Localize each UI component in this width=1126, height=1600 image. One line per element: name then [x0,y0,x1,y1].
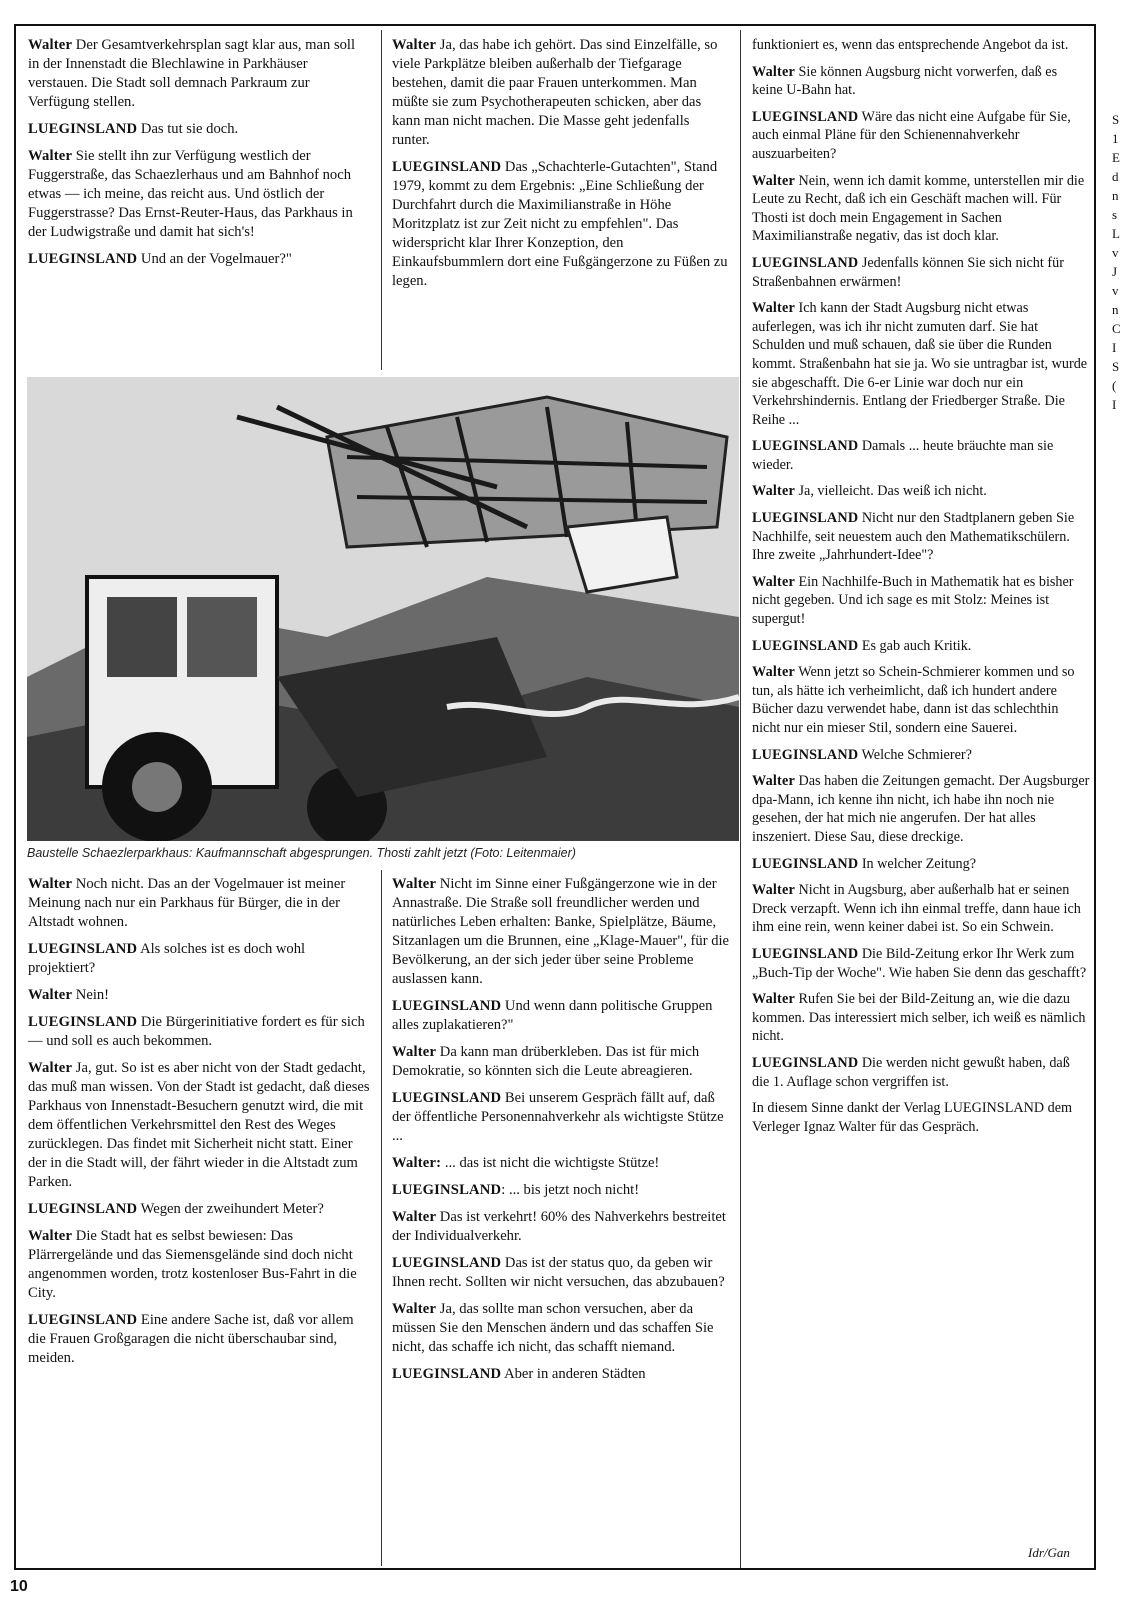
paragraph-text: Ich kann der Stadt Augsburg nicht etwas auferlegen, was ich ihr nicht zumuten darf. Sie hat Schulden und muß schauen, daß sie über die Runden kommt. Straßenbahn hat sie ja. Wo sie untragbar ist, wurde sie abgeschafft. Die 6-er Linie war doch nur ein Verkehrshindernis. Entlang der Friedberger Straße. Die Reihe ... [752,300,1088,428]
fragment-char: n [1112,188,1119,203]
paragraph [28,940,370,978]
speaker-label: LUEGINSLAND [752,945,859,962]
paragraph [392,1254,730,1292]
paragraph [752,299,1090,429]
paragraph-text: Noch nicht. Das an der Vogelmauer ist meiner Meinung nach nur ein Parkhaus für Bürger, die in der Altstadt wohnen. [28,876,346,930]
fragment-char: I [1112,340,1117,355]
paragraph [752,108,1090,164]
paragraph [28,1013,370,1051]
column-right [752,36,1090,1144]
fragment-char: J [1112,264,1118,279]
speaker-label: LUEGINSLAND [752,108,859,125]
fragment-char: ( [1112,378,1117,393]
fragment-char: 1 [1112,131,1119,146]
fragment-char: S [1112,359,1120,374]
speaker-label: Walter [28,148,73,164]
paragraph-text: Da kann man drüberkleben. Das ist für mich Demokratie, so könnten sich die Leute abreagieren. [392,1044,700,1079]
paragraph [752,437,1090,474]
fragment-char: C [1112,321,1121,336]
paragraph-text: Ja, das sollte man schon versuchen, aber da müssen Sie den Menschen ändern und das schaffen Sie nicht, das schaffe ich nicht, das schafft niemand. [392,1301,714,1355]
paragraph-text: Wenn jetzt so Schein-Schmierer kommen und so tun, als hätte ich verheimlicht, daß ich hundert andere Bücher dazu verwendet habe, dann ist das schlechthin nicht nur ein mieser Stil, sondern eine Sauerei. [752,664,1075,736]
speaker-label: Walter [752,573,795,590]
speaker-label: LUEGINSLAND [392,1090,502,1106]
paragraph-text: Wäre das nicht eine Aufgabe für Sie, auch einmal Pläne für den Schienennahverkehr auszuarbeiten? [752,108,1071,162]
paragraph-text: Das „Schachterle-Gutachten", Stand 1979, kommt zu dem Ergebnis: „Eine Schließung der Durchfahrt durch die Maximilianstraße in Höhe Moritzplatz ist zur Zeit nicht zu empfehlen". Das widerspricht klar Ihrer Konzeption, den Einkaufsbummlern dort eine Fußgängerzone zu Füßen zu legen. [392,159,728,289]
speaker-label: Walter [752,483,795,500]
paragraph-text: Sie stellt ihn zur Verfügung westlich der Fuggerstraße, das Schaezlerhaus und am Bahnhof noch etwas — ich meine, das reicht aus. Und östlich der Fuggerstrasse? Das Ernst-Reuter-Haus, das Parkhaus in der Ludwigstraße und damit hat sich's! [28,148,353,240]
paragraph [752,254,1090,291]
paragraph [28,1311,370,1368]
paragraph-text: Nein! [72,987,110,1003]
speaker-label: LUEGINSLAND [28,1201,138,1217]
paragraph [392,997,730,1035]
paragraph [392,1089,730,1146]
paragraph-text: Nicht nur den Stadtplanern geben Sie Nachhilfe, seit neuestem auch den Mathematikschülern. Ihre zweite „Jahrhundert-Idee"? [752,510,1075,564]
paragraph [752,945,1090,982]
speaker-label: LUEGINSLAND [752,510,859,527]
paragraph-text: Der Gesamtverkehrsplan sagt klar aus, man soll in der Innenstadt die Blechlawine in Parkhäuser verstauen. Die Stadt soll demnach Parkraum zur Verfügung stellen. [28,37,356,110]
speaker-label: LUEGINSLAND [752,746,859,763]
paragraph-text: Das tut sie doch. [137,121,239,137]
column-rule [381,870,382,1566]
author-credit: Idr/Gan [1028,1545,1070,1560]
speaker-label: Walter [392,1209,437,1225]
fragment-char: s [1112,207,1118,222]
speaker-label: LUEGINSLAND [752,637,859,654]
speaker-label: Walter [28,987,73,1003]
paragraph-text: Eine andere Sache ist, daß vor allem die Frauen Großgaragen die nicht überschaubar sind, meiden. [28,1312,354,1366]
fragment-char: v [1112,245,1119,260]
construction-site-photo [27,377,739,841]
paragraph-text: Es gab auch Kritik. [858,637,972,654]
paragraph [752,573,1090,629]
paragraph-text: Das haben die Zeitungen gemacht. Der Augsburger dpa-Mann, ich kenne ihn nicht, ich habe ihn noch nie gesehen, der hat mich nie angerufen. Der hat alles inszeniert. Diese Sau, diese dreckige. [752,773,1090,845]
column-rule [740,30,741,1568]
paragraph-text: Jedenfalls können Sie sich nicht für Straßenbahnen erwärmen! [752,254,1064,290]
speaker-label: Walter [752,882,795,899]
paragraph-text: Welche Schmierer? [858,746,972,763]
speaker-label: LUEGINSLAND [392,1366,502,1382]
paragraph-text: In diesem Sinne dankt der Verlag LUEGINSLAND dem Verleger Ignaz Walter für das Gespräch. [752,1100,1073,1135]
paragraph [392,875,730,989]
paragraph-text: Nein, wenn ich damit komme, unterstellen mir die Leute zu Recht, daß ich ein Geschäft machen will. Für Thosti ist doch mein Engagement in Sachen Maximilianstraße negativ, das ist doch klar. [752,172,1085,245]
paragraph-text: : ... bis jetzt noch nicht! [501,1182,640,1198]
paragraph-text: Nicht im Sinne einer Fußgängerzone wie in der Annastraße. Die Straße soll freundlicher werden und natürliches Leben erhalten: Banke, Spielplätze, Bäume, Sitzanlagen um die Brunnen, eine „Klage-Mauer", für die Bevölkerung, an der sich jeder über seine Probleme auslassen kann. [392,876,730,987]
paragraph-text: Und wenn dann politische Gruppen alles zuplakatieren?" [392,998,713,1033]
speaker-label: LUEGINSLAND [392,1182,502,1198]
paragraph [752,772,1090,846]
paragraph [392,1154,730,1173]
speaker-label: Walter [392,1301,437,1317]
speaker-label: Walter [752,664,795,681]
speaker-label: Walter [28,37,73,53]
paragraph [752,1054,1090,1091]
paragraph [28,147,370,242]
paragraph-text: funktioniert es, wenn das entsprechende Angebot da ist. [752,37,1069,53]
speaker-label: Walter [752,63,795,80]
paragraph [392,1208,730,1246]
fragment-char: L [1112,226,1120,241]
paragraph [392,158,730,291]
paragraph-text: Ja, das habe ich gehört. Das sind Einzelfälle, so viele Parkplätze bleiben außerhalb der Tiefgarage bestehen, damit die paar Frauen unterkommen. Man müßte sie zum Psychotherapeuten schicken, aber das kann man nicht machen. Die Masse geht jedenfalls runter. [392,37,718,148]
fragment-char: n [1112,302,1119,317]
paragraph [28,986,370,1005]
speaker-label: Walter: [392,1155,442,1171]
photo-caption: Baustelle Schaezlerparkhaus: Kaufmannschaft abgesprungen. Thosti zahlt jetzt (Foto: Leitenmaier) [27,846,576,860]
speaker-label: LUEGINSLAND [752,855,859,872]
speaker-label: LUEGINSLAND [28,1014,138,1030]
paragraph-text: Ja, vielleicht. Das weiß ich nicht. [794,483,987,500]
speaker-label: Walter [752,172,795,189]
column-top-left [28,36,370,277]
paragraph-text: Bei unserem Gespräch fällt auf, daß der öffentliche Personennahverkehr als wichtigste Stütze ... [392,1090,724,1144]
speaker-label: LUEGINSLAND [28,121,138,137]
paragraph [392,1181,730,1200]
fragment-char: S [1112,112,1120,127]
speaker-label: LUEGINSLAND [28,941,138,957]
speaker-label: LUEGINSLAND [752,1054,859,1071]
paragraph [752,1099,1090,1136]
paragraph [752,637,1090,656]
paragraph-text: Ein Nachhilfe-Buch in Mathematik hat es bisher nicht gegeben. Und ich sage es mit Stolz: Meines ist supergut! [752,573,1074,628]
column-bottom-middle [392,875,730,1392]
paragraph-text: Aber in anderen Städten [501,1366,646,1382]
paragraph [752,482,1090,501]
paragraph-text: Und an der Vogelmauer?" [137,251,292,267]
speaker-label: Walter [752,773,795,790]
paragraph [752,855,1090,874]
paragraph-text: Nicht in Augsburg, aber außerhalb hat er seinen Dreck verzapft. Wenn ich ihn einmal treffe, dann haue ich ihm eine rein, wenn keiner dabei ist. So ein Schwein. [752,882,1081,936]
column-rule [381,30,382,370]
paragraph [392,1365,730,1384]
speaker-label: LUEGINSLAND [28,251,138,267]
speaker-label: LUEGINSLAND [392,159,502,175]
paragraph [28,1227,370,1303]
adjacent-column-fragment [1112,110,1126,414]
paragraph-text: Ja, gut. So ist es aber nicht von der Stadt gedacht, das muß man wissen. Von der Stadt ist gedacht, daß dieses Parkhaus von Innenstadt-Besuchern genutzt wird, die mit dem öffentlichen Verkehrsmittel den Rest des Weges zurücklegen. Das findet mit Sicherheit nicht statt. Einer der in die Stadt will, der fährt wieder in die Altstadt zum Parken. [28,1060,370,1190]
fragment-char: E [1112,150,1120,165]
speaker-label: Walter [28,1228,73,1244]
fragment-char: v [1112,283,1119,298]
paragraph [392,1043,730,1081]
paragraph-text: Die Bild-Zeitung erkor Ihr Werk zum „Buch-Tip der Woche". Wie haben Sie denn das geschafft? [752,945,1087,981]
paragraph [752,172,1090,246]
paragraph [28,1059,370,1192]
paragraph-text: Die werden nicht gewußt haben, daß die 1. Auflage schon vergriffen ist. [752,1054,1070,1090]
paragraph [752,509,1090,565]
speaker-label: Walter [392,876,437,892]
paragraph [392,1300,730,1357]
paragraph-text: Das ist verkehrt! 60% des Nahverkehrs bestreitet der Individualverkehr. [392,1209,726,1244]
speaker-label: LUEGINSLAND [752,438,859,455]
speaker-label: Walter [752,991,795,1008]
speaker-label: Walter [392,37,437,53]
paragraph-text: Die Bürgerinitiative fordert es für sich — und soll es auch bekommen. [28,1014,365,1049]
paragraph-text: Die Stadt hat es selbst bewiesen: Das Plärrergelände und das Siemensgelände sind doch nicht angenommen worden, trotz kostenloser Bus-Fahrt in die City. [28,1228,357,1301]
paragraph [752,746,1090,765]
page-frame-top [14,24,1094,26]
paragraph-text: ... das ist nicht die wichtigste Stütze! [441,1155,660,1171]
column-bottom-left [28,875,370,1376]
page-number: 10 [10,1578,28,1595]
speaker-label: LUEGINSLAND [752,254,859,271]
paragraph-text: Rufen Sie bei der Bild-Zeitung an, wie die dazu kommen. Das interessiert mich selber, ich weiß es nämlich nicht. [752,991,1086,1045]
paragraph [28,875,370,932]
fragment-char: d [1112,169,1119,184]
speaker-label: Walter [28,1060,73,1076]
paragraph [752,990,1090,1046]
speaker-label: LUEGINSLAND [392,998,502,1014]
speaker-label: LUEGINSLAND [392,1255,502,1271]
speaker-label: Walter [28,876,73,892]
paragraph [392,36,730,150]
paragraph [28,1200,370,1219]
paragraph-text: Wegen der zweihundert Meter? [137,1201,324,1217]
page-frame-bottom [14,1568,1096,1570]
paragraph [28,250,370,269]
column-top-middle [392,36,730,299]
speaker-label: LUEGINSLAND [28,1312,138,1328]
fragment-char: I [1112,397,1117,412]
speaker-label: Walter [752,300,795,317]
paragraph [28,36,370,112]
paragraph [752,36,1090,55]
page-frame-left [14,24,16,1570]
paragraph-text: In welcher Zeitung? [858,855,977,872]
paragraph [752,881,1090,937]
speaker-label: Walter [392,1044,437,1060]
page-frame-right [1094,24,1096,1570]
paragraph [28,120,370,139]
paragraph-text: Das ist der status quo, da geben wir Ihnen recht. Sollten wir nicht versuchen, das abzubauen? [392,1255,725,1290]
paragraph [752,63,1090,100]
paragraph [752,663,1090,737]
paragraph-text: Damals ... heute bräuchte man sie wieder. [752,438,1054,473]
paragraph-text: Sie können Augsburg nicht vorwerfen, daß es keine U-Bahn hat. [752,63,1058,99]
paragraph-text: Als solches ist es doch wohl projektiert? [28,941,306,976]
